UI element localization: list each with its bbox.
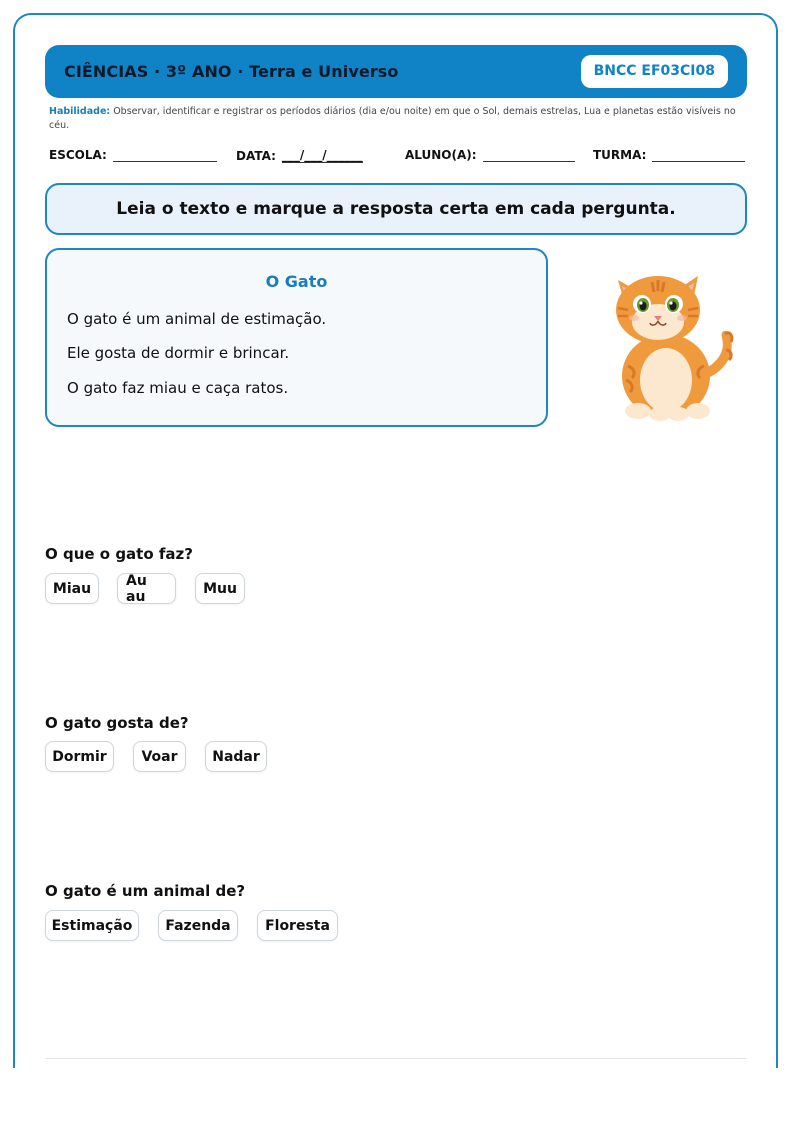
story-box (45, 248, 548, 427)
option-estimacao[interactable]: Estimação (45, 910, 139, 941)
class-label: TURMA: (593, 148, 647, 162)
story-line-2: Ele gosta de dormir e brincar. (67, 344, 290, 362)
story-line-1: O gato é um animal de estimação. (67, 310, 327, 328)
option-au-au[interactable]: Au au (117, 573, 176, 604)
student-field[interactable] (405, 148, 575, 162)
option-dormir[interactable]: Dormir (45, 741, 114, 772)
school-field[interactable] (49, 148, 217, 162)
page-title: CIÊNCIAS · 3º ANO · Terra e Universo (64, 62, 399, 81)
skill-text: Observar, identificar e registrar os períodos diários (dia e/ou noite) em que o Sol, demais estrelas, Lua e planetas estão visíveis no céu. (49, 106, 736, 131)
option-floresta[interactable]: Floresta (257, 910, 338, 941)
option-fazenda[interactable]: Fazenda (158, 910, 238, 941)
student-line[interactable] (483, 148, 575, 162)
class-line[interactable] (652, 148, 745, 162)
question-1-options (45, 573, 245, 604)
story-line-3: O gato faz miau e caça ratos. (67, 379, 289, 397)
worksheet-frame (13, 13, 778, 1130)
question-3-options (45, 910, 338, 941)
skill-description (49, 105, 749, 133)
question-2-options (45, 741, 267, 772)
instruction-banner (45, 183, 747, 235)
school-label: ESCOLA: (49, 148, 107, 162)
date-label: DATA: (236, 149, 276, 163)
option-nadar[interactable]: Nadar (205, 741, 267, 772)
header-bar (45, 45, 747, 98)
cat-illustration (596, 258, 740, 422)
option-miau[interactable]: Miau (45, 573, 99, 604)
question-3: O gato é um animal de? (45, 882, 246, 900)
footer-divider (45, 1058, 747, 1059)
question-2: O gato gosta de? (45, 714, 189, 732)
skill-label: Habilidade: (49, 106, 111, 117)
class-field[interactable] (593, 148, 745, 162)
student-info-row (49, 148, 745, 168)
bncc-badge: BNCC EF03CI08 (581, 55, 728, 88)
question-1: O que o gato faz? (45, 545, 193, 563)
story-title: O Gato (265, 272, 328, 291)
instruction-text: Leia o texto e marque a resposta certa em cada pergunta. (116, 199, 676, 219)
option-voar[interactable]: Voar (133, 741, 186, 772)
date-blank[interactable]: ___/___/______ (281, 148, 363, 162)
school-line[interactable] (113, 148, 217, 162)
option-muu[interactable]: Muu (195, 573, 245, 604)
date-field[interactable] (236, 148, 363, 163)
page-bottom-margin (0, 1068, 791, 1130)
student-label: ALUNO(A): (405, 148, 477, 162)
